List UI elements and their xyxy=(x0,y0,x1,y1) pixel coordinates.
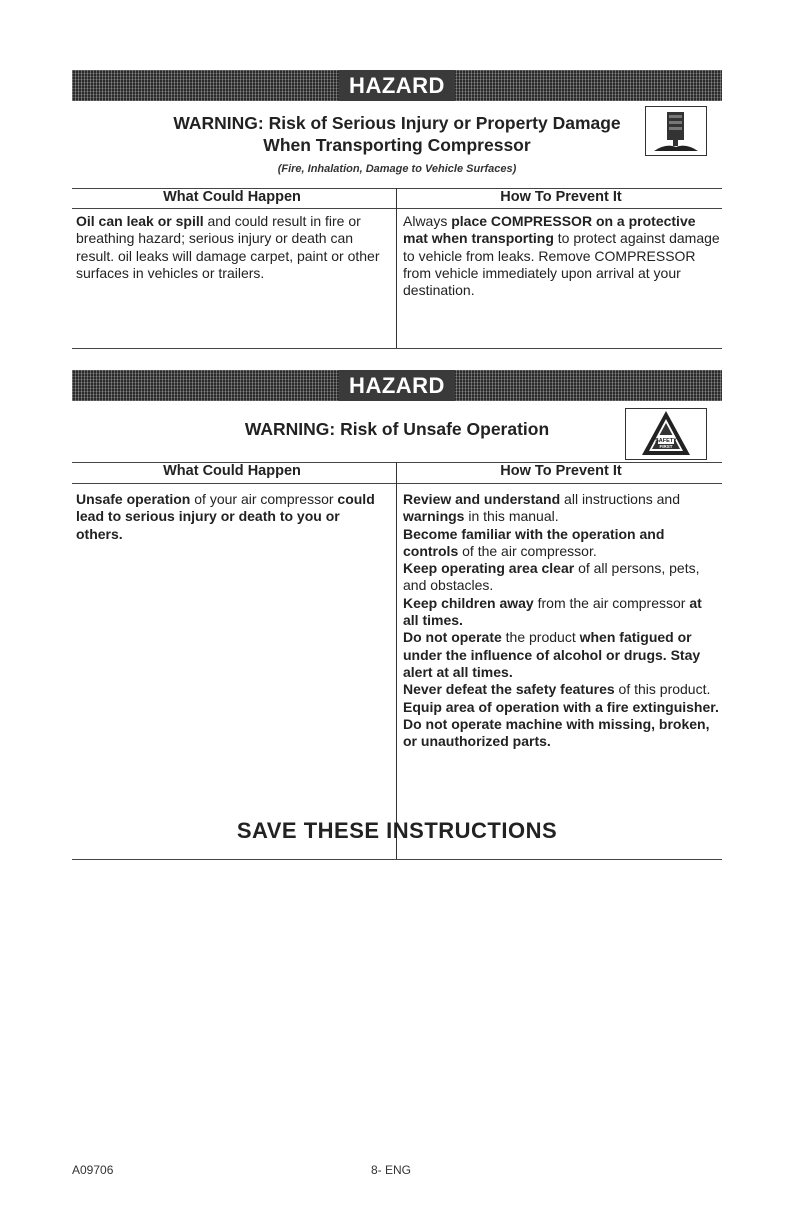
footer-page-number: 8- ENG xyxy=(371,1163,412,1177)
table2-left-item: Unsafe operation of your air compressor could lead to serious injury or death to you or others. xyxy=(76,491,375,542)
table2-divider xyxy=(396,462,397,860)
table2-right-item: Do not operate machine with missing, broken, or unauthorized parts. xyxy=(403,715,710,750)
hazard-label-2: HAZARD xyxy=(339,370,455,401)
table2-how-to-prevent-text xyxy=(403,491,721,750)
table1-header-rule xyxy=(72,208,722,209)
table1-what-could-happen-text xyxy=(76,213,388,282)
warning-title-2: WARNING: Risk of Unsafe Operation xyxy=(244,419,550,439)
footer-document-code: A09706 xyxy=(72,1163,114,1177)
transport-hazard-icon xyxy=(645,106,707,156)
warning-title-1-line1: WARNING: Risk of Serious Injury or Property Damage xyxy=(173,113,621,133)
svg-text:SAFETY: SAFETY xyxy=(655,438,677,444)
col-header-how-to-prevent-2: How To Prevent It xyxy=(500,463,622,479)
table2-what-could-happen-text xyxy=(76,491,388,543)
table1-divider xyxy=(396,188,397,348)
table2-right-item: Become familiar with the operation and controls of the air compressor. xyxy=(403,525,665,559)
table1-how-to-prevent-text xyxy=(403,213,721,299)
svg-text:FIRST: FIRST xyxy=(659,444,673,449)
warning-title-1 xyxy=(72,112,722,156)
table1-bottom-rule xyxy=(72,348,722,349)
table2-right-item: Do not operate the product when fatigued or under the influence of alcohol or drugs. Stay alert at all times. xyxy=(403,629,701,680)
table2-right-item: Never defeat the safety features of this product. xyxy=(403,681,711,698)
safety-first-icon xyxy=(625,408,707,460)
hazard-banner-2 xyxy=(72,370,722,401)
table2-bottom-rule xyxy=(72,859,722,860)
table1-right-item: Always place COMPRESSOR on a protective mat when transporting to protect against damage to vehicle from leaks. Remove COMPRESSOR from vehicle immediately upon arrival at your destination. xyxy=(403,213,720,299)
table2-right-item: Keep operating area clear of all persons, pets, and obstacles. xyxy=(403,560,700,594)
table2-right-item: Keep children away from the air compressor at all times. xyxy=(403,594,702,629)
table1-left-item: Oil can leak or spill and could result in fire or breathing hazard; serious injury or death can result. oil leaks will damage carpet, paint or other surfaces in vehicles or trailers. xyxy=(76,213,380,281)
warning-title-1-line2: When Transporting Compressor xyxy=(263,135,531,155)
hazard-banner-1 xyxy=(72,70,722,101)
col-header-how-to-prevent-1: How To Prevent It xyxy=(500,189,622,205)
table2-right-item: Equip area of operation with a fire extinguisher. xyxy=(403,698,719,715)
table2-header-rule xyxy=(72,483,722,484)
hazard-label-1: HAZARD xyxy=(339,70,455,101)
table2-right-item: Review and understand all instructions and warnings in this manual. xyxy=(403,491,680,525)
save-instructions-heading: SAVE THESE INSTRUCTIONS xyxy=(236,818,558,843)
col-header-what-could-happen-2: What Could Happen xyxy=(163,463,301,479)
warning-subtitle-1: (Fire, Inhalation, Damage to Vehicle Surfaces) xyxy=(277,163,517,175)
col-header-what-could-happen-1: What Could Happen xyxy=(163,189,301,205)
